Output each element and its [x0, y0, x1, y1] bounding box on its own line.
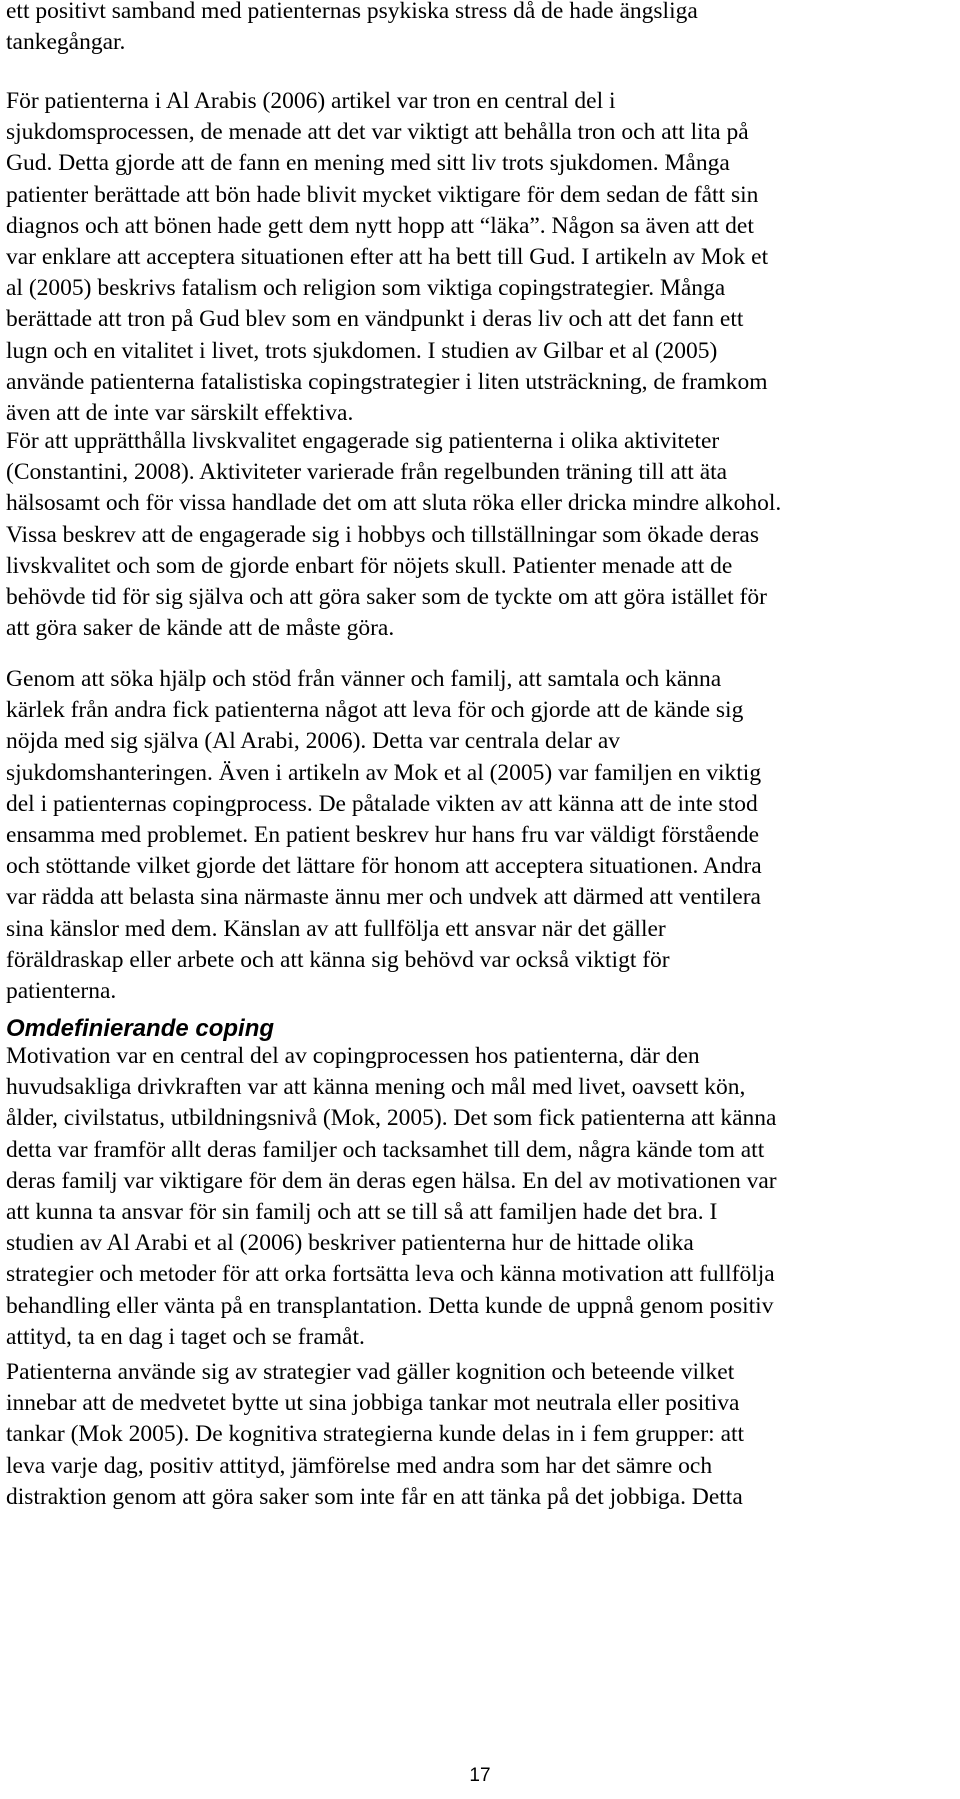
- paragraph-1: [6, 0, 698, 58]
- text-line: hälsosamt och för vissa handlade det om att sluta röka eller dricka mindre alkohol.: [6, 490, 782, 517]
- text-line: attityd, ta en dag i taget och se framåt.: [6, 1323, 365, 1350]
- paragraph-5: [6, 1041, 777, 1353]
- text-line: deras familj var viktigare för dem än deras egen hälsa. En del av motivationen var: [6, 1167, 777, 1194]
- text-line: del i patienternas copingprocess. De påtalade vikten av att känna att de inte stod: [6, 790, 758, 817]
- text-line: var rädda att belasta sina närmaste ännu mer och undvek att därmed att ventilera: [6, 884, 761, 911]
- text-line: kärlek från andra fick patienterna något att leva för och gjorde att de kände sig: [6, 697, 744, 724]
- text-line: även att de inte var särskilt effektiva.: [6, 400, 354, 427]
- text-line: Vissa beskrev att de engagerade sig i hobbys och tillställningar som ökade deras: [6, 521, 759, 548]
- text-line: nöjda med sig själva (Al Arabi, 2006). Detta var centrala delar av: [6, 728, 621, 755]
- paragraph-3: [6, 426, 781, 644]
- text-line: att göra saker de kände att de måste göra.: [6, 615, 395, 642]
- text-line: ensamma med problemet. En patient beskrev hur hans fru var väldigt förstående: [6, 822, 760, 849]
- text-line: diagnos och att bönen hade gett dem nytt hopp att “läka”. Någon sa även att det: [6, 212, 754, 239]
- text-line: detta var framför allt deras familjer och tacksamhet till dem, några kände tom att: [6, 1136, 765, 1163]
- text-line: huvudsakliga drivkraften var att känna mening och mål med livet, oavsett kön,: [6, 1074, 746, 1101]
- text-line: var enklare att acceptera situationen efter att ha bett till Gud. I artikeln av Mok et: [6, 244, 769, 271]
- section-heading: Omdefinierande coping: [6, 1015, 275, 1042]
- text-line: sina känslor med dem. Känslan av att fullfölja ett ansvar när det gäller: [6, 915, 666, 942]
- text-line: patienterna.: [6, 978, 117, 1005]
- paragraph-4: [6, 664, 762, 1007]
- page-number: 17: [469, 1765, 491, 1786]
- paragraph-6: [6, 1357, 744, 1513]
- text-line: att kunna ta ansvar för sin familj och att se till så att familjen hade det bra. I: [6, 1199, 718, 1226]
- text-line: Patienterna använde sig av strategier vad gäller kognition och beteende vilket: [6, 1359, 735, 1385]
- text-line: distraktion genom att göra saker som inte får en att tänka på det jobbiga. Detta: [6, 1483, 743, 1510]
- text-line: (Constantini, 2008). Aktiviteter varierade från regelbunden träning till att äta: [6, 459, 728, 486]
- text-line: berättade att tron på Gud blev som en vändpunkt i deras liv och att det fann ett: [6, 306, 744, 333]
- text-line: sjukdomsprocessen, de menade att det var viktigt att behålla tron och att lita på: [6, 119, 749, 146]
- text-line: Genom att söka hjälp och stöd från vänner och familj, att samtala och känna: [6, 666, 722, 692]
- text-line: al (2005) beskrivs fatalism och religion som viktiga copingstrategier. Många: [6, 275, 726, 302]
- text-line: tankar (Mok 2005). De kognitiva strategierna kunde delas in i fem grupper: att: [6, 1421, 745, 1448]
- paragraph-2: [6, 86, 768, 429]
- text-line: strategier och metoder för att orka fortsätta leva och känna motivation att fullfölja: [6, 1261, 775, 1288]
- text-line: behövde tid för sig själva och att göra saker som de tyckte om att göra istället för: [6, 584, 767, 611]
- text-line: leva varje dag, positiv attityd, jämförelse med andra som har det sämre och: [6, 1452, 713, 1479]
- text-line: använde patienterna fatalistiska copingstrategier i liten utsträckning, de framkom: [6, 368, 768, 395]
- text-line: För patienterna i Al Arabis (2006) artikel var tron en central del i: [6, 88, 616, 114]
- text-line: lugn och en vitalitet i livet, trots sjukdomen. I studien av Gilbar et al (2005): [6, 337, 718, 364]
- text-line: föräldraskap eller arbete och att känna sig behövd var också viktigt för: [6, 946, 670, 973]
- text-line: livskvalitet och som de gjorde enbart för nöjets skull. Patienter menade att de: [6, 552, 733, 579]
- text-line: patienter berättade att bön hade blivit mycket viktigare för dem sedan de fått sin: [6, 181, 759, 208]
- text-line: ålder, civilstatus, utbildningsnivå (Mok, 2005). Det som fick patienterna att känna: [6, 1105, 777, 1132]
- text-line: behandling eller vänta på en transplantation. Detta kunde de uppnå genom positiv: [6, 1292, 774, 1319]
- text-line: Motivation var en central del av copingprocessen hos patienterna, där den: [6, 1043, 700, 1069]
- text-line: innebar att de medvetet bytte ut sina jobbiga tankar mot neutrala eller positiva: [6, 1390, 740, 1417]
- text-line: och stöttande vilket gjorde det lättare för honom att acceptera situationen. Andra: [6, 853, 762, 880]
- text-line: ett positivt samband med patienternas psykiska stress då de hade ängsliga: [6, 0, 698, 24]
- text-line: studien av Al Arabi et al (2006) beskriver patienterna hur de hittade olika: [6, 1230, 694, 1257]
- text-line: sjukdomshanteringen. Även i artikeln av Mok et al (2005) var familjen en viktig: [6, 759, 762, 786]
- text-line: Gud. Detta gjorde att de fann en mening med sitt liv trots sjukdomen. Många: [6, 150, 730, 177]
- text-line: För att upprätthålla livskvalitet engagerade sig patienterna i olika aktiviteter: [6, 428, 720, 454]
- text-line: tankegångar.: [6, 29, 126, 56]
